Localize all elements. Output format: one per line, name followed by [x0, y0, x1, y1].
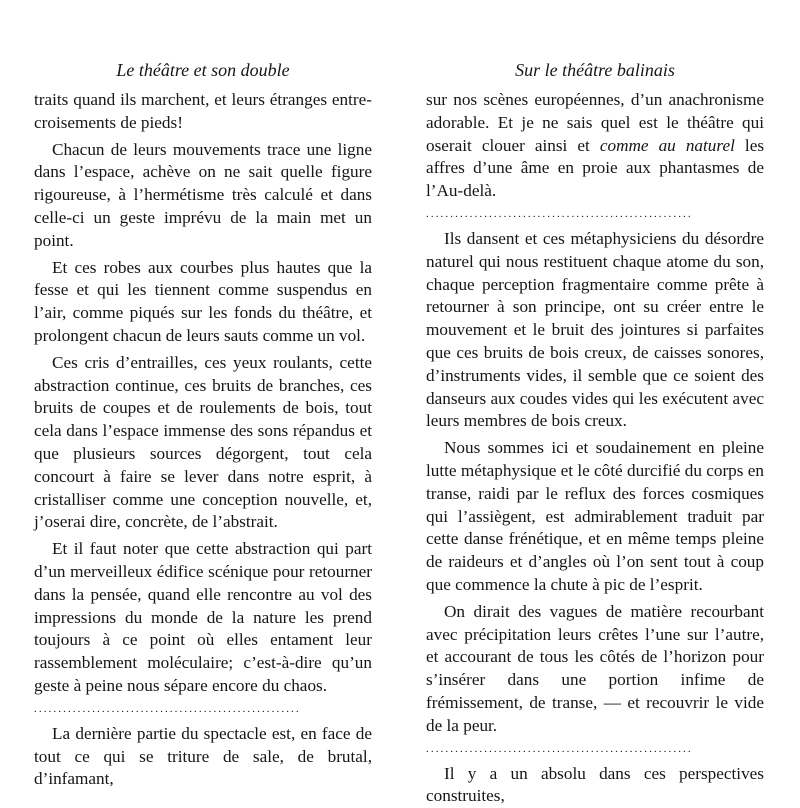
paragraph-text: sur nos scènes européennes, d’un anachronisme adorable. Et je ne sais quel est le théâtre qui oserait clouer ainsi et [426, 90, 764, 155]
section-separator: ....................................................... [426, 207, 693, 220]
paragraph: Chacun de leurs mouvements trace une ligne dans l’espace, achève on ne sait quelle figure rigoureuse, à l’hermétisme très calculé et dans celle-ci un geste imprévu de la main met un point. [34, 139, 372, 250]
left-page [0, 0, 400, 789]
paragraph: Et il faut noter que cette abstraction qui part d’un merveilleux édifice scénique pour retourner dans la pensée, quand elle rencontre au vol des impressions du monde de la nature les prend toujours à ce point où elles entament leur rassemblement moléculaire; c’est-à-dire qu’un geste à peine nous sépare encore du chaos. [34, 539, 372, 695]
paragraph: On dirait des vagues de matière recourbant avec précipitation leurs crêtes l’une sur l’autre, et accourant de tous les côtés de l’horizon pour s’insérer dans une portion infime de frémissement, de transe, — et recouvrir le vide de la peur. [426, 601, 764, 735]
paragraph: La dernière partie du spectacle est, en face de tout ce qui se triture de sale, de brutal, d’infamant, [34, 723, 372, 789]
page-body [34, 89, 372, 791]
paragraph-text: les affres d’une âme en proie aux phantasmes de l’Au-delà. [426, 135, 765, 201]
section-separator: ....................................................... [34, 702, 301, 715]
paragraph: Ces cris d’entrailles, ces yeux roulants, cette abstraction continue, ces bruits de branches, ces bruits de coupes et de roulements de bois, tout cela dans l’espace immense des sons répandus et que plusieurs sources dégorgent, tout cela concourt à faire se lever dans notre esprit, à cristalliser comme une conception nouvelle, et, j’oserai dire, concrète, de l’abstrait. [34, 352, 372, 532]
page-body [426, 89, 764, 808]
paragraph: Et ces robes aux courbes plus hautes que la fesse et qui les tiennent comme suspendus en l’air, comme piqués sur les fonds du théâtre, et prolongent chacun de leurs sauts comme un vol. [34, 257, 372, 345]
running-head: Sur le théâtre balinais [515, 60, 675, 80]
running-head: Le théâtre et son double [116, 60, 290, 80]
paragraph: traits quand ils marchent, et leurs étranges entre-croisements de pieds! [34, 90, 372, 132]
section-separator: ....................................................... [426, 742, 693, 755]
paragraph [426, 89, 764, 203]
paragraph: Nous sommes ici et soudainement en pleine lutte métaphysique et le côté durcifié du corps en transe, raidi par le reflux des forces cosmiques qui l’assiègent, est admirablement traduit par cette danse frénétique, et en même temps pleine de raideurs et d’angles où l’on sent tout à coup que commence la chute à pic de l’esprit. [426, 438, 764, 594]
right-page [400, 0, 800, 806]
paragraph: Il y a un absolu dans ces perspectives construites, [426, 763, 764, 806]
paragraph: Ils dansent et ces métaphysiciens du désordre naturel qui nous restituent chaque atome du son, chaque perception fragmentaire comme prête à retourner à son principe, ont su créer entre le mouvement et le bruit des jointures si parfaites que ces bruits de bois creux, de caisses sonores, d’instruments vides, il semble que ce soient des danseurs aux coudes vides qui les exécutent avec leurs membres de bois creux. [426, 228, 764, 431]
italic-phrase: comme au naturel [599, 135, 735, 155]
